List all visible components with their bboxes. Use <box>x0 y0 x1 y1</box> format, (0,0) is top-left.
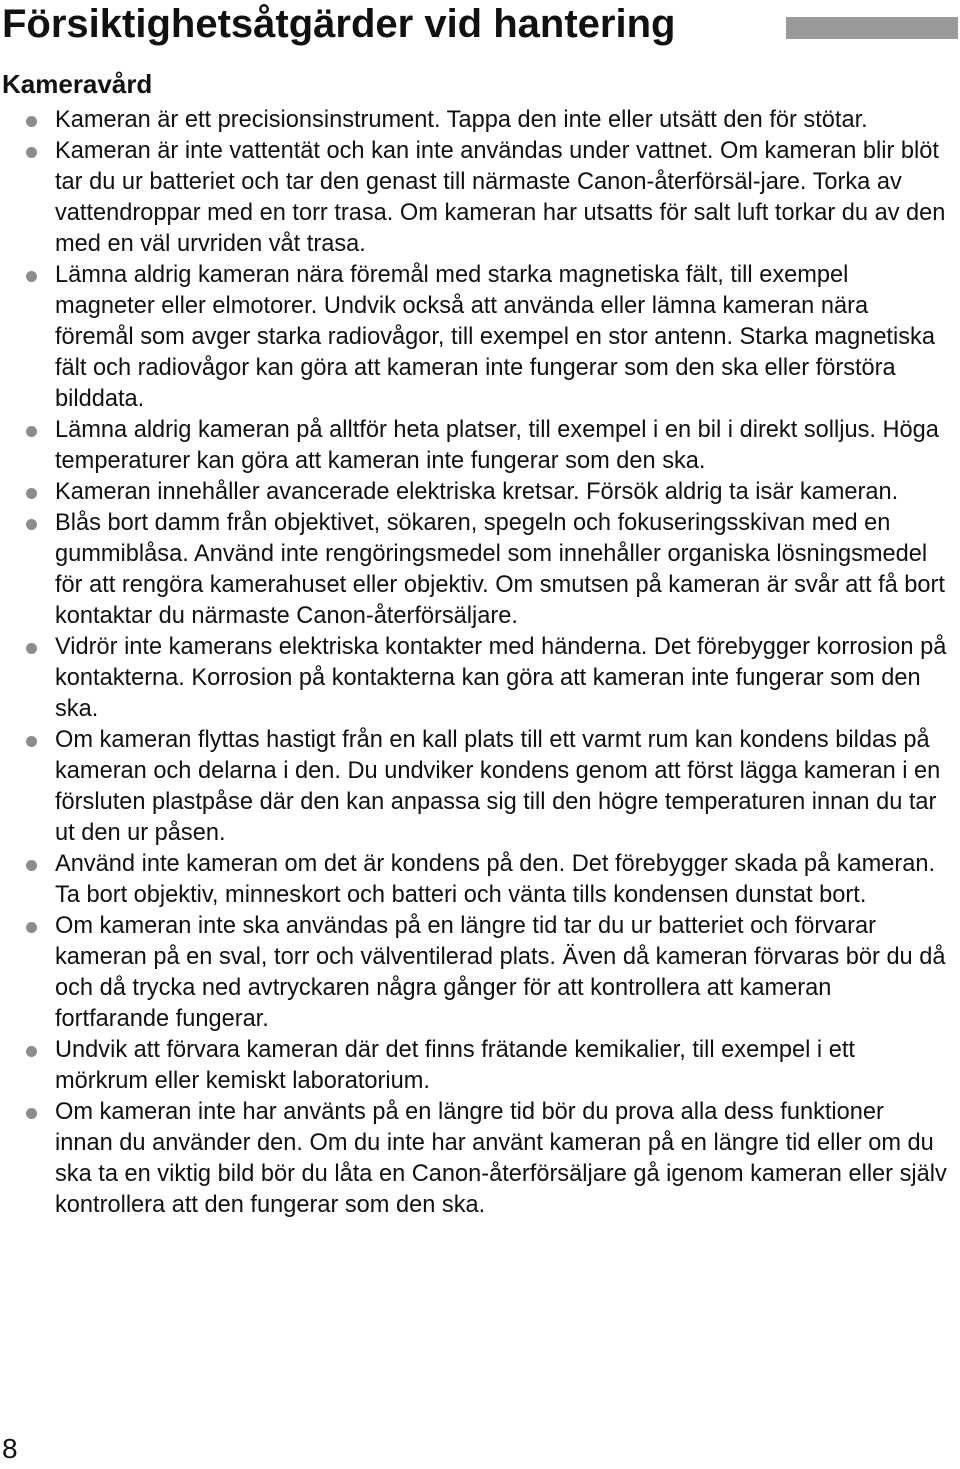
list-item-text: Undvik att förvara kameran där det finns frätande kemikalier, till exempel i ett mörkrum eller kemiskt laboratorium. <box>55 1037 855 1094</box>
list-item-text: Lämna aldrig kameran på alltför heta platser, till exempel i en bil i direkt solljus. Höga temperaturer kan göra att kameran inte fungerar som den ska. <box>55 417 939 474</box>
bullet-icon <box>26 860 37 871</box>
list-item-text: Använd inte kameran om det är kondens på den. Det förebygger skada på kameran. Ta bort objektiv, minneskort och batteri och vänta tills kondensen dunstat bort. <box>55 851 936 908</box>
list-item <box>0 508 948 632</box>
list-item-text: Lämna aldrig kameran nära föremål med starka magnetiska fält, till exempel magneter eller elmotorer. Undvik också att använda eller lämna kameran nära föremål som avger starka radiovågor, till exempel en stor antenn. Starka magnetiska fält och radiovågor kan göra att kameran inte fungerar som den ska eller förstöra bilddata. <box>55 262 935 412</box>
list-item-text: Blås bort damm från objektivet, sökaren, spegeln och fokuseringsskivan med en gummiblåsa. Använd inte rengöringsmedel som innehåller organiska lösningsmedel för att rengöra kamerahuset eller objektiv. Om smutsen på kameran är svår att få bort kontaktar du närmaste Canon-återförsäljare. <box>55 510 945 629</box>
list-item-text: Om kameran flyttas hastigt från en kall plats till ett varmt rum kan kondens bildas på kameran och delarna i den. Du undviker kondens genom att först lägga kameran i en försluten plastpåse där den kan anpassa sig till den högre temperaturen innan du tar ut den ur påsen. <box>55 727 941 846</box>
list-item <box>0 911 948 1035</box>
bullet-icon <box>26 116 37 127</box>
bullet-icon <box>26 271 37 282</box>
list-item-text: Kameran innehåller avancerade elektriska kretsar. Försök aldrig ta isär kameran. <box>55 479 899 505</box>
bullet-icon <box>26 488 37 499</box>
list-item <box>0 260 948 415</box>
bullet-icon <box>26 1108 37 1119</box>
list-item <box>0 136 948 260</box>
bullet-list <box>0 105 948 1221</box>
list-item-text: Om kameran inte har använts på en längre tid bör du prova alla dess funktioner innan du använder den. Om du inte har använt kameran på en längre tid eller om du ska ta en viktig bild bör du låta en Canon-återförsäljare gå igenom kameran eller själv kontrollera att den fungerar som den ska. <box>55 1099 947 1218</box>
list-item <box>0 415 948 477</box>
list-item-text: Om kameran inte ska användas på en längre tid tar du ur batteriet och förvarar kameran på en sval, torr och välventilerad plats. Även då kameran förvaras bör du då och då trycka ned avtryckaren några gånger för att kontrollera att kameran fortfarande fungerar. <box>55 913 946 1032</box>
list-item <box>0 1035 948 1097</box>
page-title: Försiktighetsåtgärder vid hantering <box>2 2 676 46</box>
list-item <box>0 849 948 911</box>
title-decoration-bar <box>786 17 958 39</box>
list-item <box>0 105 948 136</box>
bullet-icon <box>26 736 37 747</box>
bullet-icon <box>26 147 37 158</box>
list-item-text: Kameran är ett precisionsinstrument. Tappa den inte eller utsätt den för stötar. <box>55 107 868 133</box>
list-item-text: Kameran är inte vattentät och kan inte användas under vattnet. Om kameran blir blöt tar du ur batteriet och tar den genast till närmaste Canon-återförsäl-jare. Torka av vattendroppar med en torr trasa. Om kameran har utsatts för salt luft torkar du av den med en väl urvriden våt trasa. <box>55 138 946 257</box>
list-item <box>0 477 948 508</box>
bullet-icon <box>26 519 37 530</box>
bullet-icon <box>26 1046 37 1057</box>
section-heading: Kameravård <box>2 69 153 99</box>
bullet-icon <box>26 643 37 654</box>
list-item <box>0 632 948 725</box>
page-number: 8 <box>2 1433 18 1464</box>
bullet-icon <box>26 426 37 437</box>
bullet-icon <box>26 922 37 933</box>
list-item <box>0 1097 948 1221</box>
list-item-text: Vidrör inte kamerans elektriska kontakter med händerna. Det förebygger korrosion på kontakterna. Korrosion på kontakterna kan göra att kameran inte fungerar som den ska. <box>55 634 947 722</box>
list-item <box>0 725 948 849</box>
